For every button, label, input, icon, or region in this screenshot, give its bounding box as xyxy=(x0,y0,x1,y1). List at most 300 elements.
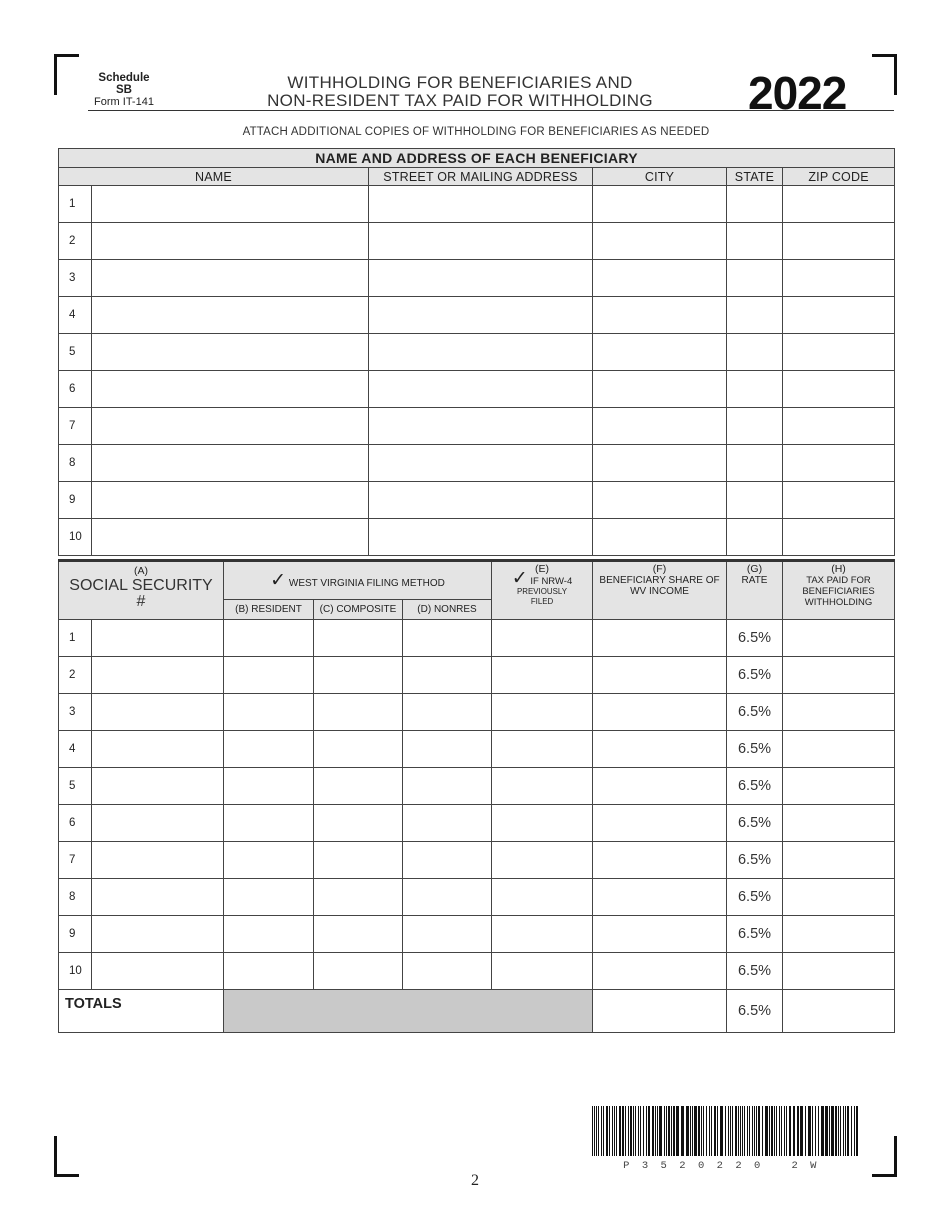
barcode-bar xyxy=(706,1106,707,1156)
ssn-cell[interactable] xyxy=(92,620,224,657)
street-cell[interactable] xyxy=(369,371,593,408)
name-cell[interactable] xyxy=(92,371,369,408)
col-street-header: STREET OR MAILING ADDRESS xyxy=(369,168,593,186)
barcode-bar xyxy=(633,1106,634,1156)
filing-method-label: WEST VIRGINIA FILING METHOD xyxy=(288,577,445,589)
row-number: 4 xyxy=(59,297,92,334)
barcode-bar xyxy=(854,1106,855,1156)
barcode-text: P3520220 2W xyxy=(623,1160,829,1172)
row-number: 5 xyxy=(59,334,92,371)
col-h-label: TAX PAID FOR BENEFICIARIES WITHHOLDING xyxy=(802,575,875,608)
rate-cell: 6.5% xyxy=(727,731,783,768)
state-cell[interactable] xyxy=(727,482,783,519)
barcode-bar xyxy=(717,1106,718,1156)
col-a-label-1: SOCIAL SECURITY xyxy=(69,577,213,594)
registration-mark-top-right xyxy=(872,54,897,95)
composite-check-cell[interactable] xyxy=(314,879,403,916)
barcode-bar xyxy=(786,1106,787,1156)
name-cell[interactable] xyxy=(92,482,369,519)
barcode-bar xyxy=(776,1106,777,1156)
barcode-bar xyxy=(789,1106,791,1156)
barcode-bar xyxy=(793,1106,795,1156)
row-number: 6 xyxy=(59,805,92,842)
composite-check-cell[interactable] xyxy=(314,657,403,694)
resident-check-cell[interactable] xyxy=(224,916,314,953)
state-cell[interactable] xyxy=(727,519,783,556)
barcode-bar xyxy=(730,1106,731,1156)
col-g-header xyxy=(727,561,783,620)
tax-paid-cell[interactable] xyxy=(783,879,895,916)
barcode-bar xyxy=(676,1106,679,1156)
col-a-label-2: # xyxy=(136,593,146,610)
composite-check-cell[interactable] xyxy=(314,620,403,657)
row-number: 3 xyxy=(59,260,92,297)
barcode-bar xyxy=(728,1106,729,1156)
barcode-bar xyxy=(725,1106,726,1156)
barcode-bar xyxy=(797,1106,799,1156)
city-cell[interactable] xyxy=(593,519,727,556)
tax-paid-cell[interactable] xyxy=(783,620,895,657)
nonres-check-cell[interactable] xyxy=(403,805,492,842)
resident-check-cell[interactable] xyxy=(224,657,314,694)
name-cell[interactable] xyxy=(92,408,369,445)
barcode-bar xyxy=(655,1106,656,1156)
resident-check-cell[interactable] xyxy=(224,805,314,842)
barcode-bar xyxy=(740,1106,741,1156)
street-cell[interactable] xyxy=(369,223,593,260)
barcode-bar xyxy=(659,1106,662,1156)
address-row xyxy=(59,297,895,334)
nrw4-check-cell[interactable] xyxy=(492,879,593,916)
ssn-cell[interactable] xyxy=(92,953,224,990)
barcode-bar xyxy=(840,1106,841,1156)
row-number: 6 xyxy=(59,371,92,408)
barcode-bar xyxy=(756,1106,757,1156)
barcode-bar xyxy=(606,1106,608,1156)
row-number: 7 xyxy=(59,408,92,445)
col-h-header xyxy=(783,561,895,620)
composite-check-cell[interactable] xyxy=(314,731,403,768)
street-cell[interactable] xyxy=(369,482,593,519)
share-cell[interactable] xyxy=(593,657,727,694)
col-state-header: STATE xyxy=(727,168,783,186)
composite-check-cell[interactable] xyxy=(314,953,403,990)
zip-cell[interactable] xyxy=(783,371,895,408)
barcode-bar xyxy=(698,1106,700,1156)
col-city-header: CITY xyxy=(593,168,727,186)
share-cell[interactable] xyxy=(593,620,727,657)
col-b-header: (B) RESIDENT xyxy=(224,599,314,619)
col-d-header: (D) NONRES xyxy=(403,599,492,619)
row-number: 3 xyxy=(59,694,92,731)
withholding-row xyxy=(59,657,895,694)
city-cell[interactable] xyxy=(593,482,727,519)
street-cell[interactable] xyxy=(369,408,593,445)
barcode-bar xyxy=(805,1106,806,1156)
tax-paid-cell[interactable] xyxy=(783,731,895,768)
zip-cell[interactable] xyxy=(783,408,895,445)
address-row xyxy=(59,371,895,408)
composite-check-cell[interactable] xyxy=(314,768,403,805)
col-c-header: (C) COMPOSITE xyxy=(314,599,403,619)
barcode-bar xyxy=(818,1106,819,1156)
barcode-bar xyxy=(609,1106,610,1156)
city-cell[interactable] xyxy=(593,408,727,445)
share-cell[interactable] xyxy=(593,953,727,990)
ssn-cell[interactable] xyxy=(92,694,224,731)
barcode-bar xyxy=(845,1106,846,1156)
row-number: 8 xyxy=(59,445,92,482)
row-number: 1 xyxy=(59,620,92,657)
ssn-cell[interactable] xyxy=(92,657,224,694)
form-label: Form IT-141 xyxy=(94,96,154,108)
rate-cell: 6.5% xyxy=(727,768,783,805)
barcode-bar xyxy=(762,1106,763,1156)
barcode-bar xyxy=(648,1106,650,1156)
nrw4-check-cell[interactable] xyxy=(492,768,593,805)
city-cell[interactable] xyxy=(593,186,727,223)
barcode-bar xyxy=(673,1106,675,1156)
tax-year: 2022 xyxy=(748,67,847,119)
totals-shaded-area xyxy=(224,990,593,1033)
nonres-check-cell[interactable] xyxy=(403,768,492,805)
col-e-letter: (E) xyxy=(535,563,550,575)
row-number: 2 xyxy=(59,223,92,260)
name-cell[interactable] xyxy=(92,445,369,482)
share-cell[interactable] xyxy=(593,842,727,879)
street-cell[interactable] xyxy=(369,186,593,223)
address-row xyxy=(59,482,895,519)
col-a-header xyxy=(59,561,224,620)
row-number: 1 xyxy=(59,186,92,223)
barcode-bar xyxy=(628,1106,629,1156)
col-e-header xyxy=(492,561,593,620)
nrw4-check-cell[interactable] xyxy=(492,657,593,694)
registration-mark-bottom-right xyxy=(872,1136,897,1177)
barcode-bar xyxy=(784,1106,785,1156)
city-cell[interactable] xyxy=(593,334,727,371)
rate-cell: 6.5% xyxy=(727,916,783,953)
schedule-label: Schedule xyxy=(98,72,150,84)
page-number: 2 xyxy=(471,1172,479,1189)
barcode-bar xyxy=(742,1106,743,1156)
ssn-cell[interactable] xyxy=(92,768,224,805)
name-cell[interactable] xyxy=(92,519,369,556)
state-cell[interactable] xyxy=(727,223,783,260)
nrw4-check-cell[interactable] xyxy=(492,694,593,731)
barcode-bar xyxy=(686,1106,689,1156)
row-number: 9 xyxy=(59,482,92,519)
resident-check-cell[interactable] xyxy=(224,694,314,731)
city-cell[interactable] xyxy=(593,260,727,297)
col-e-label-3: FILED xyxy=(530,597,554,606)
col-name-header: NAME xyxy=(59,168,369,186)
barcode-bar xyxy=(720,1106,723,1156)
schedule-label-block xyxy=(86,72,162,108)
share-cell[interactable] xyxy=(593,768,727,805)
nrw4-check-cell[interactable] xyxy=(492,842,593,879)
ssn-cell[interactable] xyxy=(92,916,224,953)
composite-check-cell[interactable] xyxy=(314,842,403,879)
nonres-check-cell[interactable] xyxy=(403,953,492,990)
barcode-bar xyxy=(781,1106,782,1156)
barcode-bar xyxy=(838,1106,839,1156)
barcode-bar xyxy=(625,1106,626,1156)
col-f-letter: (F) xyxy=(652,563,667,575)
barcode-bar xyxy=(821,1106,824,1156)
street-cell[interactable] xyxy=(369,260,593,297)
nrw4-check-cell[interactable] xyxy=(492,805,593,842)
street-cell[interactable] xyxy=(369,445,593,482)
barcode-bar xyxy=(657,1106,658,1156)
state-cell[interactable] xyxy=(727,297,783,334)
col-e-check-icon: ✓ xyxy=(511,568,528,589)
address-row xyxy=(59,519,895,556)
state-cell[interactable] xyxy=(727,186,783,223)
barcode xyxy=(592,1106,860,1156)
nonres-check-cell[interactable] xyxy=(403,842,492,879)
barcode-bar xyxy=(829,1106,830,1156)
composite-check-cell[interactable] xyxy=(314,916,403,953)
state-cell[interactable] xyxy=(727,260,783,297)
barcode-bar xyxy=(825,1106,828,1156)
zip-cell[interactable] xyxy=(783,334,895,371)
state-cell[interactable] xyxy=(727,334,783,371)
resident-check-cell[interactable] xyxy=(224,620,314,657)
col-h-letter: (H) xyxy=(831,563,846,575)
barcode-bar xyxy=(594,1106,595,1156)
nonres-check-cell[interactable] xyxy=(403,694,492,731)
row-number: 10 xyxy=(59,953,92,990)
barcode-bar xyxy=(643,1106,644,1156)
barcode-bar xyxy=(847,1106,849,1156)
nonres-check-cell[interactable] xyxy=(403,731,492,768)
nrw4-check-cell[interactable] xyxy=(492,731,593,768)
rate-cell: 6.5% xyxy=(727,657,783,694)
state-cell[interactable] xyxy=(727,445,783,482)
city-cell[interactable] xyxy=(593,371,727,408)
nonres-check-cell[interactable] xyxy=(403,657,492,694)
name-cell[interactable] xyxy=(92,223,369,260)
barcode-bar xyxy=(694,1106,697,1156)
registration-mark-top-left xyxy=(54,54,79,95)
barcode-bar xyxy=(851,1106,852,1156)
withholding-row xyxy=(59,694,895,731)
state-cell[interactable] xyxy=(727,371,783,408)
withholding-row xyxy=(59,879,895,916)
city-cell[interactable] xyxy=(593,445,727,482)
withholding-row xyxy=(59,842,895,879)
share-cell[interactable] xyxy=(593,805,727,842)
barcode-bar xyxy=(744,1106,745,1156)
barcode-bar xyxy=(779,1106,780,1156)
barcode-bar xyxy=(622,1106,624,1156)
nrw4-check-cell[interactable] xyxy=(492,916,593,953)
barcode-bar xyxy=(747,1106,748,1156)
barcode-bar xyxy=(592,1106,593,1156)
nonres-check-cell[interactable] xyxy=(403,620,492,657)
rate-cell: 6.5% xyxy=(727,805,783,842)
resident-check-cell[interactable] xyxy=(224,731,314,768)
col-zip-header: ZIP CODE xyxy=(783,168,895,186)
rate-cell: 6.5% xyxy=(727,620,783,657)
resident-check-cell[interactable] xyxy=(224,879,314,916)
withholding-row xyxy=(59,768,895,805)
nonres-check-cell[interactable] xyxy=(403,879,492,916)
name-cell[interactable] xyxy=(92,334,369,371)
tax-paid-cell[interactable] xyxy=(783,694,895,731)
barcode-bar xyxy=(671,1106,672,1156)
row-number: 7 xyxy=(59,842,92,879)
row-number: 9 xyxy=(59,916,92,953)
nonres-check-cell[interactable] xyxy=(403,916,492,953)
totals-rate: 6.5% xyxy=(727,990,783,1033)
barcode-bar xyxy=(758,1106,760,1156)
name-cell[interactable] xyxy=(92,297,369,334)
address-row xyxy=(59,186,895,223)
name-cell[interactable] xyxy=(92,186,369,223)
composite-check-cell[interactable] xyxy=(314,805,403,842)
row-number: 2 xyxy=(59,657,92,694)
col-f-header xyxy=(593,561,727,620)
barcode-bar xyxy=(596,1106,597,1156)
name-cell[interactable] xyxy=(92,260,369,297)
barcode-bar xyxy=(754,1106,755,1156)
barcode-bar xyxy=(652,1106,654,1156)
barcode-bar xyxy=(732,1106,733,1156)
col-a-letter: (A) xyxy=(134,565,148,577)
zip-cell[interactable] xyxy=(783,445,895,482)
tax-paid-cell[interactable] xyxy=(783,768,895,805)
resident-check-cell[interactable] xyxy=(224,842,314,879)
barcode-bar xyxy=(701,1106,702,1156)
totals-tax-paid-cell[interactable] xyxy=(783,990,895,1033)
barcode-bar xyxy=(640,1106,641,1156)
ssn-cell[interactable] xyxy=(92,879,224,916)
totals-label: TOTALS xyxy=(59,990,224,1033)
ssn-cell[interactable] xyxy=(92,842,224,879)
row-number: 4 xyxy=(59,731,92,768)
form-title-line1: WITHHOLDING FOR BENEFICIARIES AND xyxy=(287,73,633,92)
barcode-bar xyxy=(769,1106,770,1156)
barcode-bar xyxy=(646,1106,647,1156)
beneficiary-address-table xyxy=(58,148,895,556)
barcode-bar xyxy=(692,1106,693,1156)
share-cell[interactable] xyxy=(593,731,727,768)
street-cell[interactable] xyxy=(369,297,593,334)
composite-check-cell[interactable] xyxy=(314,694,403,731)
rate-cell: 6.5% xyxy=(727,879,783,916)
share-cell[interactable] xyxy=(593,916,727,953)
rate-cell: 6.5% xyxy=(727,694,783,731)
city-cell[interactable] xyxy=(593,297,727,334)
address-table-heading: NAME AND ADDRESS OF EACH BENEFICIARY xyxy=(59,149,895,168)
zip-cell[interactable] xyxy=(783,223,895,260)
tax-paid-cell[interactable] xyxy=(783,953,895,990)
form-title xyxy=(220,74,700,110)
street-cell[interactable] xyxy=(369,519,593,556)
share-cell[interactable] xyxy=(593,694,727,731)
tax-paid-cell[interactable] xyxy=(783,916,895,953)
barcode-bar xyxy=(843,1106,844,1156)
zip-cell[interactable] xyxy=(783,297,895,334)
zip-cell[interactable] xyxy=(783,482,895,519)
ssn-cell[interactable] xyxy=(92,805,224,842)
barcode-bar xyxy=(703,1106,704,1156)
barcode-bar xyxy=(831,1106,834,1156)
form-title-line2: NON-RESIDENT TAX PAID FOR WITHHOLDING xyxy=(267,91,653,110)
withholding-row xyxy=(59,620,895,657)
city-cell[interactable] xyxy=(593,223,727,260)
row-number: 10 xyxy=(59,519,92,556)
street-cell[interactable] xyxy=(369,334,593,371)
header-divider xyxy=(88,110,894,111)
nrw4-check-cell[interactable] xyxy=(492,620,593,657)
address-row xyxy=(59,260,895,297)
ssn-cell[interactable] xyxy=(92,731,224,768)
tax-paid-cell[interactable] xyxy=(783,842,895,879)
zip-cell[interactable] xyxy=(783,519,895,556)
rate-cell: 6.5% xyxy=(727,842,783,879)
barcode-bar xyxy=(664,1106,665,1156)
nrw4-check-cell[interactable] xyxy=(492,953,593,990)
barcode-bar xyxy=(714,1106,716,1156)
address-row xyxy=(59,223,895,260)
address-row xyxy=(59,334,895,371)
filing-method-header xyxy=(224,561,492,600)
withholding-row xyxy=(59,953,895,990)
barcode-bar xyxy=(666,1106,667,1156)
barcode-bar xyxy=(835,1106,837,1156)
zip-cell[interactable] xyxy=(783,260,895,297)
row-number: 5 xyxy=(59,768,92,805)
totals-share-cell[interactable] xyxy=(593,990,727,1033)
col-g-label: RATE xyxy=(741,575,768,586)
col-f-label: BENEFICIARY SHARE OF WV INCOME xyxy=(599,575,720,597)
barcode-bar xyxy=(800,1106,803,1156)
col-e-label-2: PREVIOUSLY xyxy=(517,587,567,596)
barcode-bar xyxy=(603,1106,604,1156)
attach-note: ATTACH ADDITIONAL COPIES OF WITHHOLDING FOR BENEFICIARIES AS NEEDED xyxy=(242,126,710,138)
registration-mark-bottom-left xyxy=(54,1136,79,1177)
state-cell[interactable] xyxy=(727,408,783,445)
barcode-bar xyxy=(616,1106,617,1156)
tax-paid-cell[interactable] xyxy=(783,657,895,694)
barcode-bar xyxy=(635,1106,636,1156)
barcode-bar xyxy=(856,1106,858,1156)
withholding-row xyxy=(59,805,895,842)
withholding-row xyxy=(59,916,895,953)
barcode-bar xyxy=(711,1106,712,1156)
barcode-bar xyxy=(612,1106,613,1156)
barcode-bar xyxy=(601,1106,602,1156)
barcode-bar xyxy=(812,1106,813,1156)
share-cell[interactable] xyxy=(593,879,727,916)
withholding-row xyxy=(59,731,895,768)
resident-check-cell[interactable] xyxy=(224,768,314,805)
address-row xyxy=(59,445,895,482)
withholding-table xyxy=(58,559,895,1033)
tax-paid-cell[interactable] xyxy=(783,805,895,842)
barcode-bar xyxy=(808,1106,811,1156)
barcode-bar xyxy=(598,1106,599,1156)
address-row xyxy=(59,408,895,445)
resident-check-cell[interactable] xyxy=(224,953,314,990)
rate-cell: 6.5% xyxy=(727,953,783,990)
zip-cell[interactable] xyxy=(783,186,895,223)
barcode-bar xyxy=(752,1106,753,1156)
filing-method-check-icon: ✓ xyxy=(270,569,287,591)
